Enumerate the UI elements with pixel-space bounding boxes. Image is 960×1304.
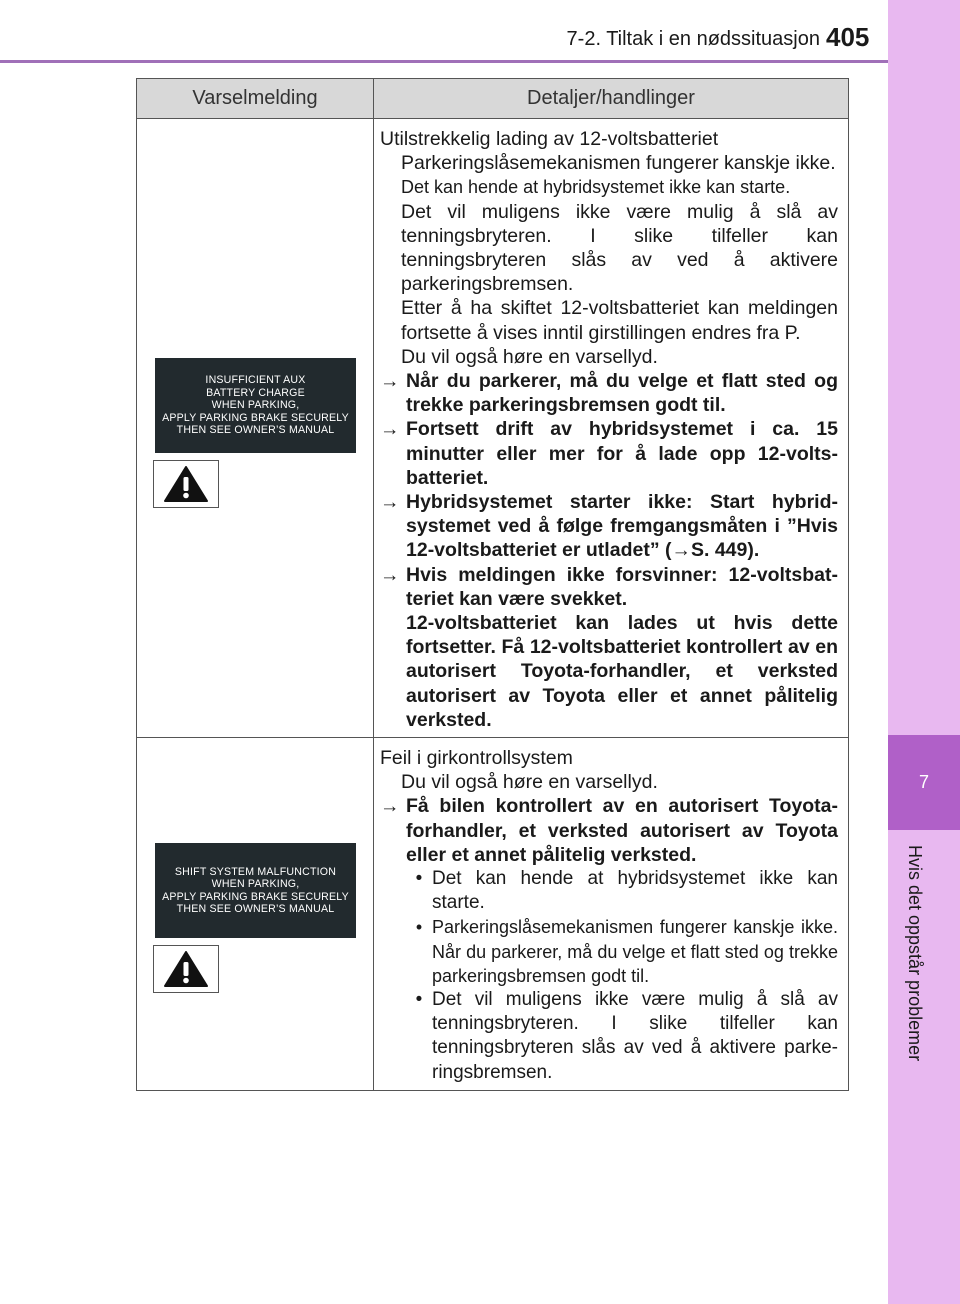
screen-line: THEN SEE OWNER’S MANUAL: [176, 903, 335, 915]
details-cell: [374, 738, 848, 1090]
list-item: [380, 867, 838, 915]
action-text: Fortsett drift av hybridsystemet i ca. 15 minutter eller mer for å lade opp 12-volts-batteriet.: [406, 418, 838, 489]
table-row: [137, 738, 848, 1090]
detail-paragraph: Det vil muligens ikke være mulig å slå av tenningsbryteren. I slike tilfeller kan tenningsbryteren slås av ved å aktivere parkeringsbremsen.: [401, 200, 838, 296]
chapter-label: Hvis det oppstår problemer: [905, 845, 925, 1062]
detail-paragraph: Du vil også høre en varsellyd.: [401, 345, 658, 368]
action-text: Hvis meldingen ikke forsvinner: 12-voltsbat-teriet kan være svekket.: [406, 563, 838, 610]
page-number: 405: [826, 22, 870, 52]
list-item: [380, 915, 838, 988]
bullet-text: Parkeringslåsemekanismen fungerer kanskje ikke. Når du parkerer, må du velge et flatt sted og trekke parkeringsbremsen godt til.: [432, 917, 838, 986]
warning-message-table: [136, 78, 849, 1091]
arrow-right-icon: →: [380, 491, 400, 514]
warning-light-box: [153, 460, 219, 508]
bullet-text: Det kan hende at hybridsystemet ikke kan starte.: [432, 868, 838, 914]
action-item: [380, 369, 838, 417]
bullet-text: Det vil muligens ikke være mulig å slå av tenningsbryteren. I slike tilfeller kan tenningsbryteren slås av ved å aktivere parke-ringsbremsen.: [432, 989, 838, 1083]
section-title: 7-2. Tiltak i en nødssituasjon: [566, 28, 820, 50]
warning-triangle-icon: [163, 950, 209, 988]
action-item: [380, 417, 838, 490]
side-tab: [888, 0, 960, 1304]
column-header-message: Varselmelding: [137, 79, 374, 118]
detail-paragraph: Det kan hende at hybridsystemet ikke kan starte.: [401, 177, 791, 198]
chapter-number: 7: [888, 735, 960, 830]
arrow-right-icon: →: [380, 370, 400, 393]
screen-line: APPLY PARKING BRAKE SECURELY: [162, 890, 349, 903]
detail-paragraph: Etter å ha skiftet 12-voltsbatteriet kan meldingen fortsette å vises inntil girstillingen endres fra P.: [401, 297, 838, 344]
action-text: Hybridsystemet starter ikke: Start hybrid-systemet ved å følge fremgangsmåten i ”Hvis 12-voltsbatteriet er utladet” (→S. 449).: [406, 491, 838, 562]
screen-line: THEN SEE OWNER’S MANUAL: [176, 424, 335, 437]
screen-line: SHIFT SYSTEM MALFUNCTION: [174, 865, 337, 878]
action-text: Få bilen kontrollert av en autorisert Toyota-forhandler, et verksted autorisert av Toyota eller et annet pålitelig verksted.: [406, 795, 838, 866]
list-item: [380, 988, 838, 1085]
screen-line: INSUFFICIENT AUX: [205, 374, 306, 387]
arrow-right-icon: →: [380, 795, 400, 818]
action-item: [380, 794, 838, 867]
action-text: Når du parkerer, må du velge et flatt sted og trekke parkeringsbremsen godt til.: [406, 370, 838, 417]
detail-paragraph: Parkeringslåsemekanismen fungerer kanskje ikke.: [401, 152, 836, 175]
bullet-icon: •: [415, 868, 423, 890]
arrow-right-icon: →: [380, 563, 400, 586]
action-item: [380, 490, 838, 563]
table-row: [137, 119, 848, 738]
header-divider: [0, 60, 888, 63]
action-body: [406, 563, 838, 732]
bullet-icon: •: [415, 989, 423, 1011]
screen-line: WHEN PARKING,: [211, 878, 300, 890]
detail-paragraph: Du vil også høre en varsellyd.: [401, 771, 658, 794]
table-header: [137, 79, 848, 119]
details-cell: [374, 119, 848, 737]
column-header-details: Detaljer/handlinger: [527, 87, 695, 109]
action-item: [380, 563, 838, 732]
warning-triangle-icon: [163, 465, 209, 503]
message-cell: [137, 738, 374, 1090]
display-screen-image: [155, 843, 356, 938]
screen-line: BATTERY CHARGE: [206, 386, 305, 399]
arrow-right-icon: →: [380, 418, 400, 441]
warning-light-box: [153, 945, 219, 993]
action-continuation: 12-voltsbatteriet kan lades ut hvis dette fortsetter. Få 12-voltsbatteriet kontrollert av en autorisert Toyota-forhandler, et verksted autorisert av Toyota eller et annet pålitelig verksted.: [406, 612, 838, 731]
message-title: Feil i girkontrollsystem: [380, 747, 573, 769]
message-title: Utilstrekkelig lading av 12-voltsbatteriet: [380, 128, 719, 150]
display-screen-image: [155, 358, 356, 453]
message-cell: [137, 119, 374, 737]
screen-line: APPLY PARKING BRAKE SECURELY: [162, 411, 349, 424]
bullet-icon: •: [415, 917, 423, 938]
screen-line: WHEN PARKING,: [211, 399, 300, 412]
